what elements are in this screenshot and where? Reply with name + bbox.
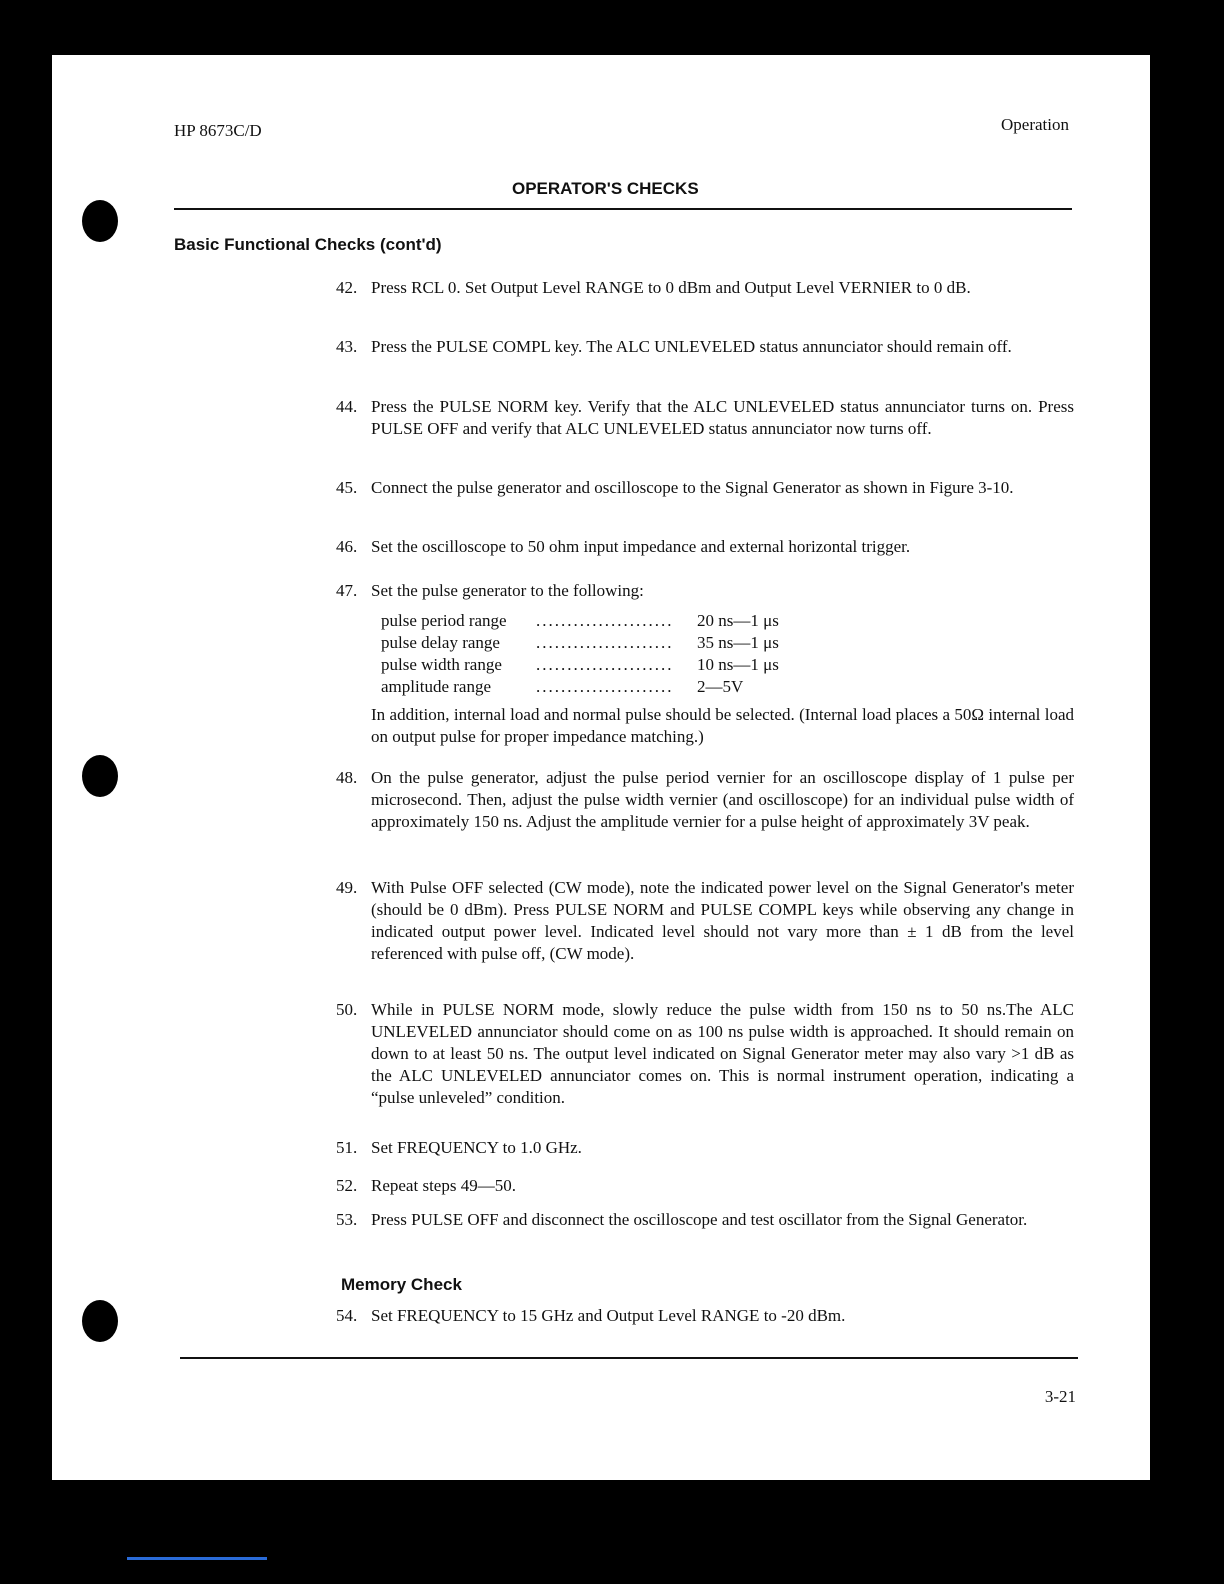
punch-hole [82, 755, 118, 797]
step-number: 47. [336, 581, 358, 600]
setting-value: 35 ns—1 μs [697, 633, 779, 652]
step-text: While in PULSE NORM mode, slowly reduce the pulse width from 150 ns to 50 ns.The ALC UNLEVELED annunciator should come on as 100 ns pulse width is approached. It should remain on down to at least 50 ns. The output level indicated on Signal Generator meter may also vary >1 dB as the ALC UNLEVELED annunciator comes on. This is normal instrument operation, indicating a “pulse unleveled” condition. [371, 1000, 1074, 1107]
step-number: 50. [336, 1000, 358, 1019]
title-rule [174, 208, 1072, 210]
step-text: Set FREQUENCY to 1.0 GHz. [371, 1138, 582, 1157]
step-number: 48. [336, 768, 358, 787]
step-number: 51. [336, 1138, 358, 1157]
header-section: Operation [1001, 115, 1069, 134]
step-number: 42. [336, 278, 358, 297]
pulse-settings-list [381, 610, 1074, 698]
step-53 [336, 1209, 1074, 1231]
setting-row [381, 654, 1074, 676]
setting-row [381, 676, 1074, 698]
setting-label: pulse width range [381, 655, 502, 674]
page-number: 3-21 [1044, 1387, 1076, 1406]
leader-dots: ...................... [536, 677, 674, 696]
step-number: 45. [336, 478, 358, 497]
step-number: 46. [336, 537, 358, 556]
step-text: On the pulse generator, adjust the pulse period vernier for an oscilloscope display of 1 pulse per microsecond. Then, adjust the pulse width vernier (and oscilloscope) for an individual pulse width of approximately 150 ns. Adjust the amplitude vernier for a pulse height of approximately 3V peak. [371, 768, 1074, 831]
punch-hole [82, 200, 118, 242]
setting-row [381, 632, 1074, 654]
scan-artifact-bar [127, 1557, 267, 1560]
setting-row [381, 610, 1074, 632]
footer-rule [180, 1357, 1078, 1359]
step-51 [336, 1137, 1074, 1159]
step-43 [336, 336, 1074, 358]
step-47-note: In addition, internal load and normal pulse should be selected. (Internal load places a 50Ω internal load on output pulse for proper impedance matching.) [371, 705, 1074, 746]
step-text: Press RCL 0. Set Output Level RANGE to 0 dBm and Output Level VERNIER to 0 dB. [371, 278, 971, 297]
setting-value: 10 ns—1 μs [697, 655, 779, 674]
setting-label: pulse period range [381, 611, 507, 630]
step-text: With Pulse OFF selected (CW mode), note the indicated power level on the Signal Generator's meter (should be 0 dBm). Press PULSE NORM and PULSE COMPL keys while observing any change in indicated output power level. Indicated level should not vary more than ± 1 dB from the level referenced with pulse off, (CW mode). [371, 878, 1074, 963]
setting-value: 20 ns—1 μs [697, 611, 779, 630]
step-46 [336, 536, 1074, 558]
subhead-basic-checks: Basic Functional Checks (cont'd) [174, 235, 442, 254]
step-number: 53. [336, 1210, 358, 1229]
step-text: Press the PULSE COMPL key. The ALC UNLEVELED status annunciator should remain off. [371, 337, 1012, 356]
subhead-memory-check: Memory Check [341, 1275, 462, 1294]
step-45 [336, 477, 1074, 499]
step-number: 43. [336, 337, 358, 356]
step-text: Connect the pulse generator and oscilloscope to the Signal Generator as shown in Figure 3-10. [371, 478, 1014, 497]
leader-dots: ...................... [536, 633, 674, 652]
step-44 [336, 396, 1074, 440]
step-number: 44. [336, 397, 358, 416]
step-50 [336, 999, 1074, 1109]
step-text: Press PULSE OFF and disconnect the oscilloscope and test oscillator from the Signal Generator. [371, 1210, 1028, 1229]
step-number: 54. [336, 1306, 358, 1325]
step-49 [336, 877, 1074, 965]
leader-dots: ...................... [536, 655, 674, 674]
step-number: 52. [336, 1176, 358, 1195]
step-54 [336, 1305, 1074, 1327]
setting-value: 2—5V [697, 677, 744, 696]
step-47 [336, 580, 1074, 748]
header-model: HP 8673C/D [174, 121, 262, 140]
step-text: Set FREQUENCY to 15 GHz and Output Level RANGE to -20 dBm. [371, 1306, 846, 1325]
document-page [52, 55, 1150, 1480]
step-text: Set the pulse generator to the following: [371, 581, 644, 600]
section-title: OPERATOR'S CHECKS [512, 179, 699, 198]
step-42 [336, 277, 1074, 299]
setting-label: amplitude range [381, 677, 491, 696]
step-number: 49. [336, 878, 358, 897]
leader-dots: ...................... [536, 611, 674, 630]
punch-hole [82, 1300, 118, 1342]
step-text: Repeat steps 49—50. [371, 1176, 516, 1195]
step-text: Press the PULSE NORM key. Verify that the ALC UNLEVELED status annunciator turns on. Press PULSE OFF and verify that ALC UNLEVELED status annunciator now turns off. [371, 397, 1074, 438]
step-text: Set the oscilloscope to 50 ohm input impedance and external horizontal trigger. [371, 537, 911, 556]
step-48 [336, 767, 1074, 833]
step-52 [336, 1175, 1074, 1197]
setting-label: pulse delay range [381, 633, 500, 652]
